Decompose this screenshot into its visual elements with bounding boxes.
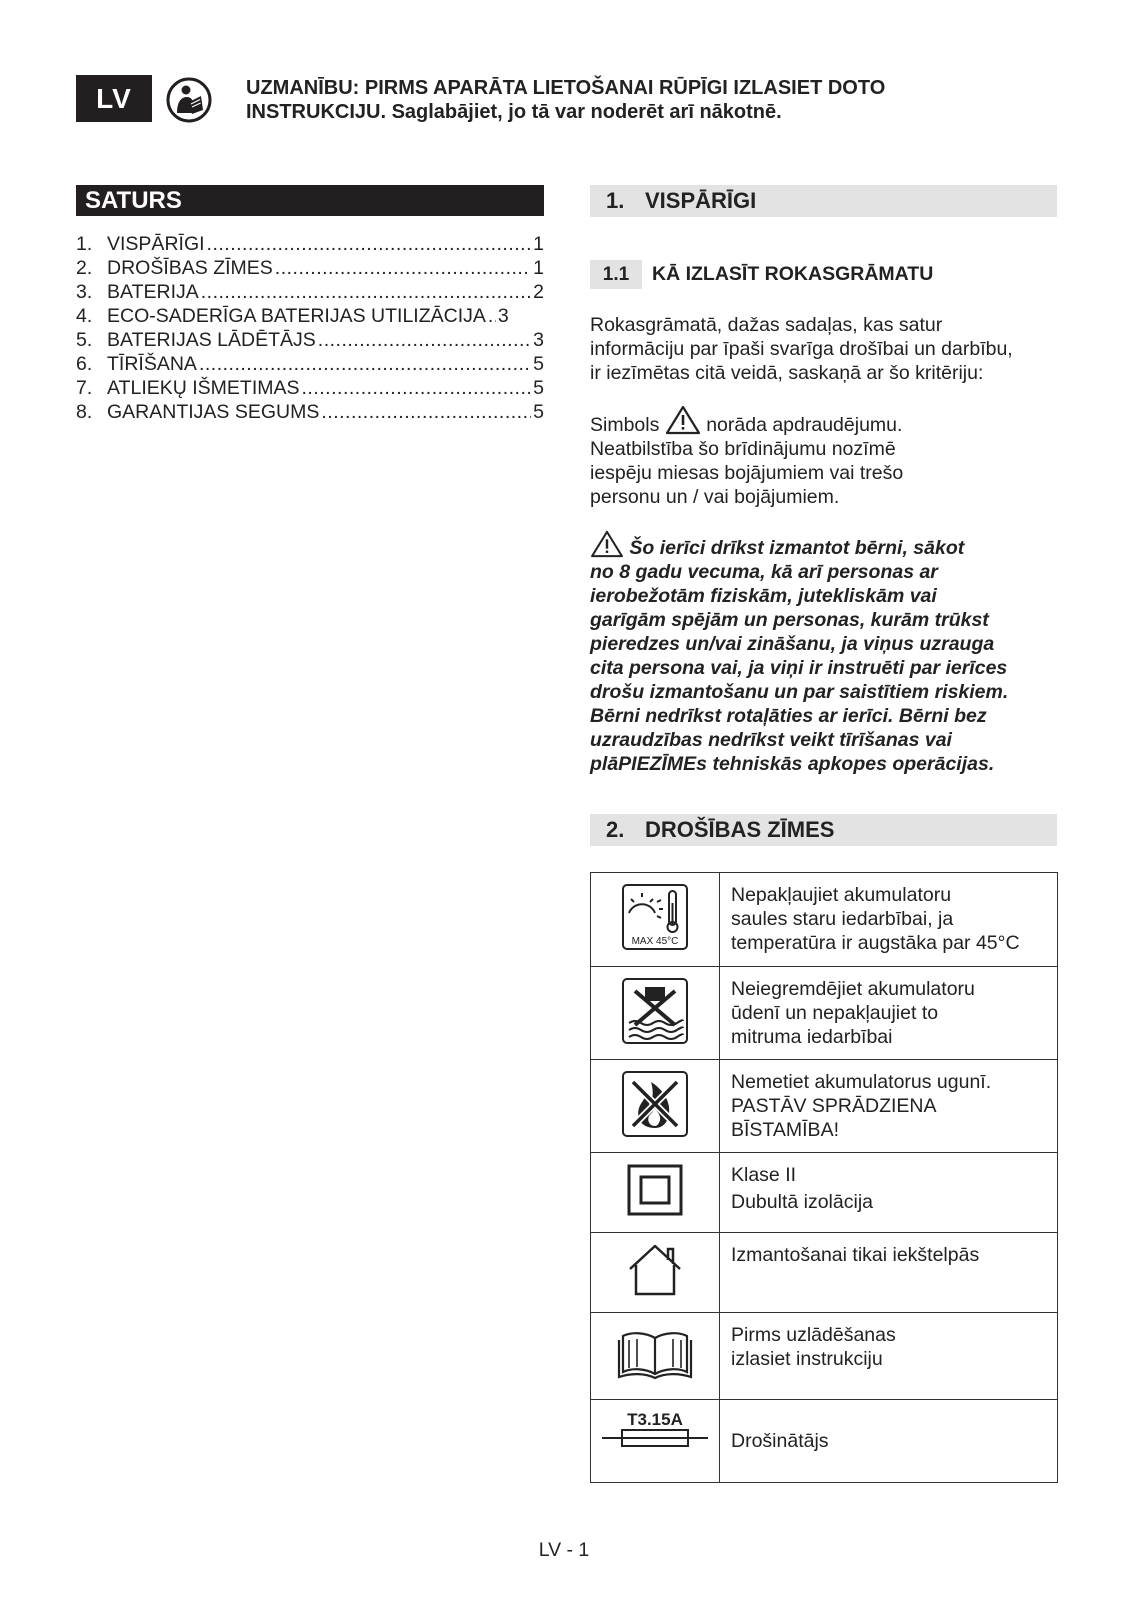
- toc-item[interactable]: [76, 376, 544, 400]
- symbol-description: [720, 873, 1058, 967]
- warning-line: no 8 gadu vecuma, kā arī personas ar: [590, 561, 938, 583]
- symbol-suffix: norāda apdraudējumu.: [706, 414, 903, 436]
- intro-paragraph: [590, 313, 1060, 385]
- toc-item-label: ECO-SADERĪGA BATERIJAS UTILIZĀCIJA: [107, 305, 486, 327]
- paragraph-line: ir iezīmētas citā veidā, saskaņā ar šo kritēriju:: [590, 362, 984, 384]
- no-water-immersion-icon: [621, 977, 689, 1045]
- table-row: [591, 1313, 1058, 1400]
- icon-cell: [591, 873, 720, 967]
- icon-cell: [591, 1153, 720, 1233]
- toc-leader-dots: [207, 232, 532, 256]
- paragraph-line: personu un / vai bojājumiem.: [590, 486, 840, 508]
- toc-item-page: 3: [497, 305, 509, 327]
- safety-symbols-table: [590, 872, 1058, 1483]
- symbol-prefix: Simbols: [590, 414, 660, 436]
- page-number: LV - 1: [538, 1539, 590, 1561]
- toc-leader-dots: [302, 376, 532, 400]
- open-book-icon: [615, 1328, 695, 1380]
- symbol-explanation-paragraph: [590, 405, 1060, 509]
- fuse-rating-label: T3.15A: [627, 1410, 683, 1429]
- table-row: [591, 967, 1058, 1060]
- description-line: mitruma iedarbībai: [731, 1026, 893, 1048]
- description-line: Klase II: [731, 1164, 797, 1186]
- icon-cell: [591, 1233, 720, 1313]
- description-line: Nepakļaujiet akumulatoru: [731, 884, 952, 906]
- header-warning-line: UZMANĪBU: PIRMS APARĀTA LIETOŠANAI RŪPĪGI IZLASIET DOTO: [246, 77, 886, 99]
- toc-item-number: 4.: [76, 305, 93, 327]
- toc-title: SATURS: [76, 185, 544, 216]
- toc-item-number: 7.: [76, 377, 93, 399]
- language-badge: LV: [76, 75, 152, 122]
- toc-leader-dots: [488, 304, 496, 328]
- description-line: Izmantošanai tikai iekštelpās: [731, 1244, 980, 1266]
- description-line: ūdenī un nepakļaujiet to: [731, 1002, 939, 1024]
- toc-item[interactable]: [76, 304, 544, 328]
- icon-cell: [591, 1400, 720, 1483]
- toc-item[interactable]: [76, 328, 544, 352]
- toc-leader-dots: [199, 352, 531, 376]
- toc-item[interactable]: [76, 280, 544, 304]
- symbol-description: [720, 1153, 1058, 1233]
- paragraph-line: Neatbilstība šo brīdinājumu nozīmē: [590, 438, 896, 460]
- section-heading-safety-signs: [590, 814, 1057, 846]
- description-line: Nemetiet akumulatorus ugunī.: [731, 1071, 992, 1093]
- read-manual-icon: [166, 77, 212, 123]
- description-line: saules staru iedarbībai, ja: [731, 908, 954, 930]
- toc-list: [76, 232, 544, 424]
- toc-item[interactable]: [76, 256, 544, 280]
- symbol-description: [720, 1313, 1058, 1400]
- fuse-icon: [600, 1408, 710, 1454]
- toc-leader-dots: [321, 400, 531, 424]
- toc-item-page: 5: [533, 377, 544, 399]
- toc-item[interactable]: [76, 400, 544, 424]
- toc-item-number: 1.: [76, 233, 93, 255]
- subsection-title: KĀ IZLASĪT ROKASGRĀMATU: [652, 263, 934, 285]
- warning-triangle-icon: [665, 405, 701, 435]
- toc-item-number: 2.: [76, 257, 93, 279]
- description-line: temperatūra ir augstāka par 45°C: [731, 932, 1020, 954]
- max-temp-label: MAX 45°C: [631, 936, 679, 947]
- table-row: [591, 1400, 1058, 1483]
- description-line: PASTĀV SPRĀDZIENA: [731, 1095, 937, 1117]
- description-line: Pirms uzlādēšanas: [731, 1324, 896, 1346]
- toc-item-number: 8.: [76, 401, 93, 423]
- icon-cell: [591, 1313, 720, 1400]
- paragraph-line: iespēju miesas bojājumiem vai trešo: [590, 462, 904, 484]
- table-row: [591, 1060, 1058, 1153]
- toc-leader-dots: [275, 256, 531, 280]
- toc-item-number: 6.: [76, 353, 93, 375]
- class-ii-double-insulation-icon: [627, 1164, 683, 1216]
- icon-cell: [591, 1060, 720, 1153]
- toc-item-label: ATLIEKŲ IŠMETIMAS: [107, 377, 300, 399]
- no-fire-icon: [621, 1070, 689, 1138]
- description-line: Drošinātājs: [731, 1430, 829, 1452]
- toc-item-label: TĪRĪŠANA: [107, 353, 197, 375]
- warning-line: drošu izmantošanu un par saistītiem riskiem.: [590, 681, 1009, 703]
- header-warning-line: INSTRUKCIJU. Saglabājiet, jo tā var noderēt arī nākotnē.: [246, 101, 782, 123]
- subsection-heading-how-to-read: [590, 260, 933, 289]
- sun-temperature-icon: [621, 883, 689, 951]
- toc-item-label: GARANTIJAS SEGUMS: [107, 401, 320, 423]
- warning-line: plāPIEZĪMEs tehniskās apkopes operācijas.: [590, 753, 995, 775]
- description-line: izlasiet instrukciju: [731, 1348, 883, 1370]
- subsection-number: 1.1: [590, 260, 642, 289]
- paragraph-line: informāciju par īpaši svarīga drošībai un darbību,: [590, 338, 1013, 360]
- header-warning: [246, 76, 1066, 124]
- warning-first-line: Šo ierīci drīkst izmantot bērni, sākot: [624, 537, 965, 559]
- toc-leader-dots: [318, 328, 531, 352]
- table-row: [591, 873, 1058, 967]
- symbol-description: [720, 967, 1058, 1060]
- toc-item-label: BATERIJAS LĀDĒTĀJS: [107, 329, 316, 351]
- warning-line: pieredzes un/vai zināšanu, ja viņus uzrauga: [590, 633, 995, 655]
- toc-item[interactable]: [76, 352, 544, 376]
- icon-cell: [591, 967, 720, 1060]
- toc-item-page: 5: [533, 401, 544, 423]
- warning-triangle-icon: [590, 530, 624, 558]
- indoor-use-house-icon: [626, 1243, 684, 1297]
- toc-item-number: 5.: [76, 329, 93, 351]
- section-heading-general: [590, 185, 1057, 217]
- toc-item-page: 1: [533, 233, 544, 255]
- section-number: 2.: [606, 817, 625, 842]
- toc-item-label: BATERIJA: [107, 281, 199, 303]
- table-row: [591, 1153, 1058, 1233]
- warning-line: garīgām spējām un personas, kurām trūkst: [590, 609, 989, 631]
- toc-item-number: 3.: [76, 281, 93, 303]
- section-title: VISPĀRĪGI: [645, 188, 757, 213]
- warning-line: uzraudzības nedrīkst veikt tīrīšanas vai: [590, 729, 952, 751]
- toc-item-page: 3: [533, 329, 544, 351]
- symbol-description: [720, 1400, 1058, 1483]
- toc-item-page: 5: [533, 353, 544, 375]
- warning-line: ierobežotām fiziskām, jutekliskām vai: [590, 585, 937, 607]
- description-line: Dubultā izolācija: [731, 1191, 873, 1213]
- description-line: BĪSTAMĪBA!: [731, 1119, 839, 1141]
- symbol-description: [720, 1060, 1058, 1153]
- section-title: DROŠĪBAS ZĪMES: [645, 817, 835, 842]
- toc-item-label: VISPĀRĪGI: [107, 233, 205, 255]
- section-number: 1.: [606, 188, 625, 213]
- toc-item[interactable]: [76, 232, 544, 256]
- toc-leader-dots: [201, 280, 531, 304]
- warning-line: Bērni nedrīkst rotaļāties ar ierīci. Bērni bez: [590, 705, 987, 727]
- toc-item-label: DROŠĪBAS ZĪMES: [107, 257, 273, 279]
- toc-item-page: 2: [533, 281, 544, 303]
- paragraph-line: Rokasgrāmatā, dažas sadaļas, kas satur: [590, 314, 943, 336]
- toc-item-page: 1: [533, 257, 544, 279]
- warning-line: cita persona vai, ja viņi ir instruēti par ierīces: [590, 657, 1008, 679]
- description-line: Neiegremdējiet akumulatoru: [731, 978, 975, 1000]
- table-row: [591, 1233, 1058, 1313]
- child-safety-warning: [590, 530, 1060, 776]
- symbol-description: [720, 1233, 1058, 1313]
